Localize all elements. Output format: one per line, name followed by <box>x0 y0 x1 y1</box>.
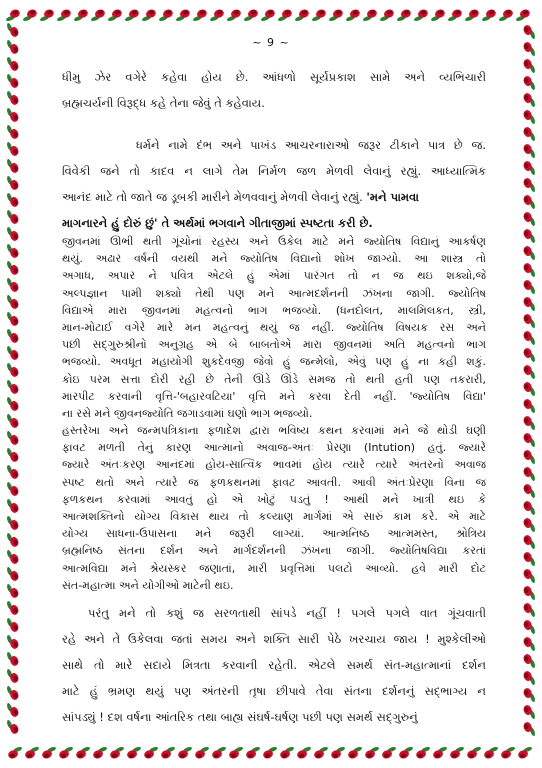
text-line: અલ્પજ્ઞાન પામી શક્યો તેથી પણ મને આત્મદર્શનની ઝંખના જાગી. જ્યોતિષ <box>62 286 486 300</box>
text-line: યોગ્ય સાધના-ઉપાસના મને જરૂરી લાગ્યાં. આત્મનિષ્ઠ આત્મમસ્ત, શ્રોત્રિય <box>62 527 486 541</box>
text-line: વિવેકી જને તો કાદવ ન લાગે તેમ નિર્મળ જળ મેળવી લેવાનું રહ્યું. આધ્યાત્મિક <box>62 164 486 178</box>
text-line: ફળકથન કરવામાં આવતું હો એ ખોટું પડતું ! આથી મને ખાત્રી થઇ કે <box>62 492 486 506</box>
text-line: માન-મોટાઈ વગેરે મારે મન મહત્વનું થયું જ નહીં. જ્યોતિષ વિષયક રસ અને <box>62 320 486 334</box>
text-line: ભજવ્યો. અવધૂત મહાયોગી શુકદેવજી જેવો હું જન્મેલો, એવું પણ હું ના કહી શકું. <box>62 355 486 369</box>
text-line: માટે હું ભ્રમણ થયું પણ અંતરની તૃષા છીપાવે તેવા સંતના દર્શનનું સદ્ભાગ્ય ન <box>62 684 486 698</box>
text-line: ધીમુ ઝેર વગેરે કહેવા હોય છે. આંધળો સૂર્યપ્રકાશ સામે અને વ્યભિચારી <box>62 70 486 84</box>
paragraph-2 <box>62 132 486 236</box>
emphasis-line: માગનારને હું દોરું છું' તે અર્થમાં ભગવાને ગીતાજીમાં સ્પષ્ટતા કરી છે. <box>62 216 373 230</box>
text-line: સંત-મહાત્મા અને યોગીઓ માટેની થઇ. <box>62 578 234 592</box>
text-line <box>62 184 486 210</box>
text-line: જ્યારે અંતઃકરણ આનંદમાં હોય-સાત્વિક ભાવમાં હોય ત્યારે ત્યારે અંતરનો અવાજ <box>62 458 486 472</box>
text-segment: આનંદ માટે તો જાતે જ ડૂબકી મારીને મેળવવાનું મેળવી લેવાનું રહ્યું. <box>62 190 363 204</box>
page-number: ~ 9 ~ <box>252 36 290 49</box>
text-line: બ્રહ્મનિષ્ઠ સંતના દર્શન અને માર્ગદર્શનની ઝંખના જાગી. જ્યોતિષવિદ્યા કરતાં <box>62 544 486 558</box>
emphasis-text: 'મને પામવા <box>366 190 419 204</box>
text-line: આત્મવિદ્યા મને શ્રેયસ્કર જણાતાં, મારી પ્રવૃત્તિમાં પલટો આવ્યો. હવે મારી દોટ <box>62 561 486 575</box>
text-line: રહે અને તે ઉકેલવા જતાં સમય અને શક્તિ સારી પેઠે ખરચાય જાય ! મુશ્કેલીઓ <box>62 632 486 646</box>
text-line: વિદ્યાએ મારા જીવનમાં મહત્વનો ભાગ ભજવ્યો. (ધનદોલત, માલમિલકત, સ્ત્રી, <box>62 303 486 317</box>
text-line: ના રસે મને જીવનજ્યોતિ જગાડવામાં ઘણો ભાગ ભજવ્યો. <box>62 406 313 420</box>
text-line: ફાવટ મળતી તેનું કારણ આત્માનો અવાજ-અંતઃ પ્રેરણા (Intution) હતું. જ્યારે <box>62 441 486 455</box>
text-line: હસ્તરેખા અને જન્મપત્રિકાના ફળાદેશ દ્વારા ભવિષ્ય કથન કરવામાં મને જે થોડી ઘણી <box>62 424 486 438</box>
text-line: જીવનમાં ઊભી થતી ગૂંચોનાં રહસ્ય અને ઉકેલ માટે મને જ્યોતિષ વિદ્યાનું આકર્ષણ <box>62 235 486 248</box>
text-line: સ્પષ્ટ થતો અને ત્યારે જ ફળકથનમાં ફાવટ આવતી. આવી અંતઃપ્રેરણા વિના જ <box>62 475 486 489</box>
text-line: સાથે તો મારે સદાયે મિત્રતા કરવાની રહેતી. એટલે સમર્થ સંત-મહાત્માનાં દર્શન <box>62 658 486 672</box>
text-line: પછી સદ્ગુરુશ્રીનો અનુગ્રહ એ બે બાબતોએ મારા જીવનમાં અતિ મહત્વનો ભાગ <box>62 338 486 352</box>
text-line: બ્રહ્મચર્યની વિરૂદ્ધ કહે તેના જેવું તે કહેવાય. <box>62 96 265 110</box>
text-line: કોઇ પરમ સત્તા દોરી રહી છે તેની ઊંડે ઊંડે સમજ તો થતી હતી પણ તકરારી, <box>62 372 486 386</box>
text-line: આત્મશક્તિનો યોગ્ય વિકાસ થાય તો કલ્યાણ માર્ગમાં એ સારું કામ કરે. એ માટે <box>62 510 486 523</box>
paragraph-1 <box>62 64 486 116</box>
paragraph-3 <box>62 233 486 594</box>
text-line: અગાધ, અપાર ને પવિત્ર એટલે હું એમાં પારંગત તો ન જ થઇ શક્યો,જે <box>62 269 486 283</box>
text-line: થયું. અઢાર વર્ષની વયથી મને જ્યોતિષ વિદ્યાનો શોખ જાગ્યો. આ શાસ્ત્ર તો <box>62 252 486 266</box>
text-line: સાંપડ્યું ! દશ વર્ષના આંતરિક તથા બાહ્ય સંઘર્ષ-ઘર્ષણ પછી પણ સમર્થ સદ્ગુરુનું <box>62 710 418 724</box>
text-line: પરંતુ મને તો કશું જ સરળતાથી સાંપડે નહીં ! પગલે પગલે વાત ગૂંચવાતી <box>88 606 486 620</box>
text-line: મારપીટ કરવાની વૃત્તિ-'બહારવટિયા' વૃત્તિ મને કરવા દેતી નહીં. 'જ્યોતિષ વિદ્યા' <box>62 389 486 403</box>
paragraph-4 <box>62 600 486 730</box>
text-line: ધર્મને નામે દંભ અને પાખંડ આચરનારાઓ જરૂર ટીકાને પાત્ર છે જ. <box>136 138 486 152</box>
